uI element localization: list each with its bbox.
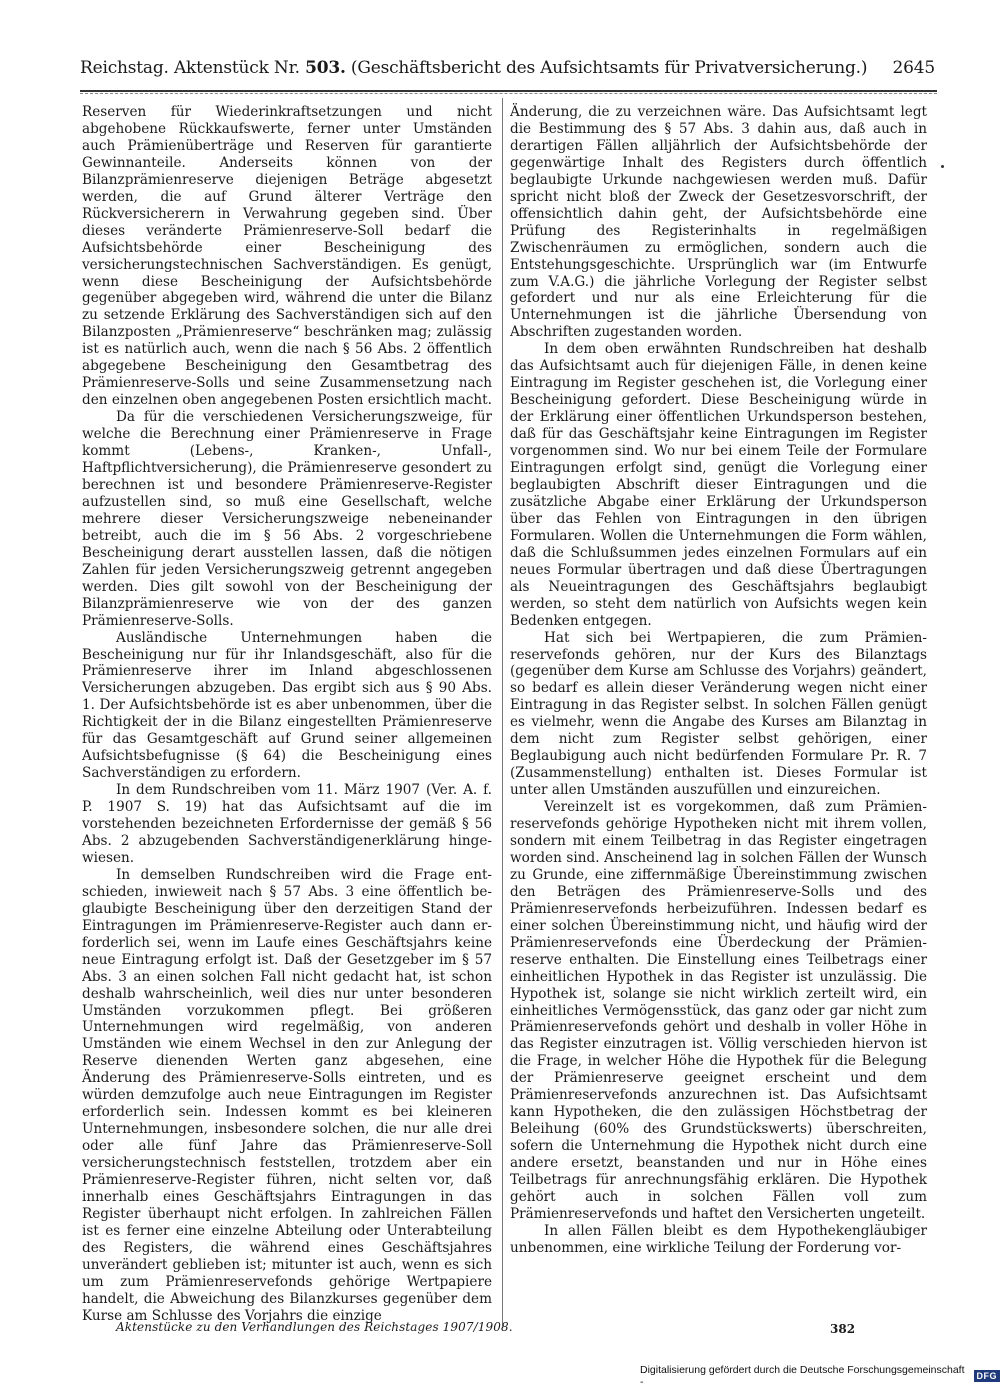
paragraph: In dem Rundschreiben vom 11. März 1907 (Ver. A. f. P. 1907 S. 19) hat das Aufsichtsamt auf die im vorstehenden bezeichneten Erfordernisse der gemäß § 56 Abs. 2 abzugebenden Sachverständigenerklärung hingewiesen. — [82, 782, 492, 867]
scan-speck — [941, 165, 944, 168]
paragraph: In demselben Rundschreiben wird die Frage entschieden, inwieweit nach § 57 Abs. 3 eine öffentlich beglaubigte Bescheinigung über den derzeitigen Stand der Eintragungen im Prämienreserve-Register auch dann erforderlich sei, wenn im Laufe eines Geschäftsjahrs keine neue Eintragung erfolgt ist. Daß der Gesetzgeber im § 57 Abs. 3 an einen solchen Fall nicht gedacht hat, ist schon deshalb wahrscheinlich, weil dies nur unter besonderen Umständen vorzukommen pflegt. Bei größeren Unternehmungen wird regelmäßig, von anderen Umständen wie einem Wechsel in den zur Anlegung der Reserve dienenden Werten ganz abgesehen, eine Änderung des Prämienreserve-Solls eintreten, und es würden demzufolge auch neue Eintragungen im Register erforderlich sein. Indessen kommt es bei kleineren Unternehmungen, insbesondere solchen, die nur alle drei oder alle fünf Jahre das Prämienreserve-Soll versicherungstechnisch feststellen, trotzdem aber ein Prämienreserve-Register führen, nicht selten vor, daß innerhalb eines Geschäftsjahrs Eintragungen in das Register überhaupt nicht erfolgen. In zahlreichen Fällen ist es ferner eine einzelne Abteilung oder Unterabteilung des Registers, die während eines Geschäftsjahres unverändert geblieben ist; mitunter ist auch, wenn es sich um zum Prämienreservefonds gehörige Wertpapiere handelt, die Abweichung des Bilanzkurses gegenüber dem Kurse am Schlusse des Vorjahrs die einzige — [82, 867, 492, 1325]
paragraph: Vereinzelt ist es vorgekommen, daß zum Prämienreservefonds gehörige Hypotheken nicht mit ihrem vollen, sondern mit einem Teilbetrag in das Register eingetragen worden sind. Anscheinend lag in solchen Fällen der Wunsch zu Grunde, eine ziffernmäßige Übereinstimmung zwischen den Beträgen des Prämienreserve-Solls und des Prämienreservefonds herbeizuführen. Indessen bedarf es einer solchen Übereinstimmung nicht, und häufig wird der Prämienreservefonds eine Überdeckung der Prämienreserve enthalten. Die Einstellung eines Teilbetrags einer einheitlichen Hypothek in das Register ist unzulässig. Die Hypothek ist, solange sie nicht wirklich zerteilt wird, ein einheitliches Vermögensstück, das ganz oder gar nicht zum Prämienreservefonds gehört und deshalb in voller Höhe in das Register einzutragen ist. Völlig verschieden hiervon ist die Frage, in welcher Höhe die Hypothek für die Belegung der Prämienreserve geeignet erscheint und dem Prämienreservefonds anzurechnen ist. Das Aufsichtsamt kann Hypotheken, die den zulässigen Höchstbetrag der Beleihung (60% des Grundstückswerts) überschreiten, sofern die Unternehmung die Hypothek nicht durch eine andere ersetzt, beanstanden und nur in Höhe eines Teilbetrags für anrechnungsfähig erklären. Die Hypothek gehört auch in solchen Fällen voll zum Prämienreservefonds und haftet den Versicherten ungeteilt. — [510, 799, 927, 1223]
paragraph: In allen Fällen bleibt es dem Hypothekengläubiger unbenommen, eine wirkliche Teilung der Forderung vor- — [510, 1223, 927, 1257]
page-number: 2645 — [893, 58, 935, 78]
paragraph: Reserven für Wiederinkraftsetzungen und nicht abgehobene Rückkaufswerte, ferner unter Umständen auch Prämienüberträge und Reserven für garantierte Gewinnanteile. Anderseits können von der Bilanzprämienreserve diejenigen Beträge abgesetzt werden, die auf Grund älterer Verträge den Rückversicherern in Verwahrung gegeben sind. Über dieses veränderte Prämienreserve-Soll bedarf die Aufsichtsbehörde einer Bescheinigung des versicherungstechnischen Sachverständigen. Es genügt, wenn diese Bescheinigung der Aufsichtsbehörde gegenüber abgegeben wird, während die unter die Bilanz zu setzende Erklärung des Sachverständigen sich auf den Bilanzposten „Prämienreserve“ beschränken mag; zulässig ist es natürlich auch, wenn die nach § 56 Abs. 2 öffentlich abgegebene Bescheinigung den Gesamtbetrag des Prämienreserve-Solls und seine Zusammensetzung nach den einzelnen oben angegebenen Posten ersichtlich macht. — [82, 104, 492, 409]
paragraph: Hat sich bei Wertpapieren, die zum Prämienreservefonds gehören, nur der Kurs des Bilanztags (gegenüber dem Kurse am Schlusse des Vorjahrs) geändert, so bedarf es allein dieser Veränderung wegen nicht einer Eintragung in das Register selbst. In solchen Fällen genügt es vielmehr, wenn die Angabe des Kurses am Bilanztag in dem nicht zum Register selbst gehörigen, einer Beglaubigung auch nicht bedürfenden Formulare Pr. R. 7 (Zusammenstellung) enthalten ist. Dieses Formular ist unter allen Umständen auszufüllen und einzureichen. — [510, 630, 927, 800]
digitization-credit — [640, 1364, 1000, 1388]
paragraph: Ausländische Unternehmungen haben die Bescheinigung nur für ihr Inlandsgeschäft, also für die Prämienreserve ihrer im Inland abgeschlossenen Versicherungen abzugeben. Das ergibt sich aus § 90 Abs. 1. Der Aufsichtsbehörde ist es aber unbenommen, über die Richtigkeit der in die Bilanz eingestellten Prämienreserve für das Gesamtgeschäft auf Grund seiner allgemeinen Aufsichtsbefugnisse (§ 64) die Bescheinigung eines Sachverständigen zu erfordern. — [82, 630, 492, 783]
header-title-suffix: (Geschäftsbericht des Aufsichtsamts für Privatversicherung.) — [351, 58, 867, 78]
column-divider — [502, 98, 503, 1328]
document-number: 503. — [305, 58, 346, 78]
dfg-logo-icon: DFG — [974, 1370, 1000, 1382]
header-title — [80, 58, 867, 78]
footer-source: Aktenstücke zu den Verhandlungen des Reichstages 1907/1908. — [116, 1320, 513, 1334]
left-column — [82, 104, 492, 1325]
paragraph: Da für die verschiedenen Versicherungszweige, für welche die Berechnung einer Prämienreserve in Frage kommt (Lebens-, Kranken-, Unfall-, Haftpflichtversicherung), die Prämienreserve gesondert zu berechnen ist und besondere Prämienreserve-Register aufzustellen sind, so muß eine Gesellschaft, welche mehrere dieser Versicherungszweige nebeneinander betreibt, auch die im § 56 Abs. 2 vorgeschriebene Bescheinigung derart ausstellen lassen, daß die nötigen Zahlen für jeden Versicherungszweig getrennt angegeben werden. Dies gilt sowohl von der Bescheinigung der Bilanzprämienreserve wie von der des ganzen Prämienreserve-Solls. — [82, 409, 492, 629]
header-title-prefix: Reichstag. Aktenstück Nr. — [80, 58, 300, 78]
footer-signature: 382 — [830, 1322, 855, 1336]
paragraph: Änderung, die zu verzeichnen wäre. Das Aufsichtsamt legt die Bestimmung des § 57 Abs. 3 dahin aus, daß auch in derartigen Fällen alljährlich der Aufsichtsbehörde der gegenwärtige Inhalt des Registers durch öffentlich beglaubigte Urkunde nachgewiesen werden muß. Dafür spricht nicht bloß der Zweck der Gesetzesvorschrift, der offensichtlich dahin geht, der Aufsichtsbehörde eine Prüfung des Registerinhalts in regelmäßigen Zwischenräumen zu ermöglichen, sondern auch die Entstehungsgeschichte. Ursprünglich war (im Entwurfe zum V.A.G.) die jährliche Vorlegung der Register selbst gefordert und nur als eine Erleichterung für die Unternehmungen ist die jährliche Übersendung von Abschriften zugestanden worden. — [510, 104, 927, 341]
header-rule-secondary — [80, 93, 937, 94]
header-rule — [80, 90, 937, 92]
right-column — [510, 104, 927, 1257]
paragraph: In dem oben erwähnten Rundschreiben hat deshalb das Aufsichtsamt auch für diejenigen Fälle, in denen keine Eintragung im Register geschehen ist, die Vorlegung einer Bescheinigung gefordert. Diese Bescheinigung würde in der Erklärung einer öffentlichen Urkundsperson bestehen, daß für das Geschäftsjahr keine Eintragungen im Register vorgenommen sind. Wo nur bei einem Teile der Formulare Eintragungen erfolgt sind, genügt die Vorlegung einer beglaubigten Abschrift dieser Eintragungen und die zusätzliche Abgabe einer Erklärung der Urkundsperson über das Fehlen von Eintragungen in den übrigen Formularen. Wollen die Unternehmungen die Form wählen, daß die Schlußsummen jedes einzelnen Formulars auf ein neues Formular übertragen und daß diese Übertragungen als Neueintragungen des Geschäftsjahrs beglaubigt werden, so steht dem natürlich von Aufsichts wegen kein Bedenken entgegen. — [510, 341, 927, 629]
digitization-credit-text: Digitalisierung gefördert durch die Deutsche Forschungsgemeinschaft - — [640, 1364, 970, 1388]
running-header — [80, 58, 935, 88]
